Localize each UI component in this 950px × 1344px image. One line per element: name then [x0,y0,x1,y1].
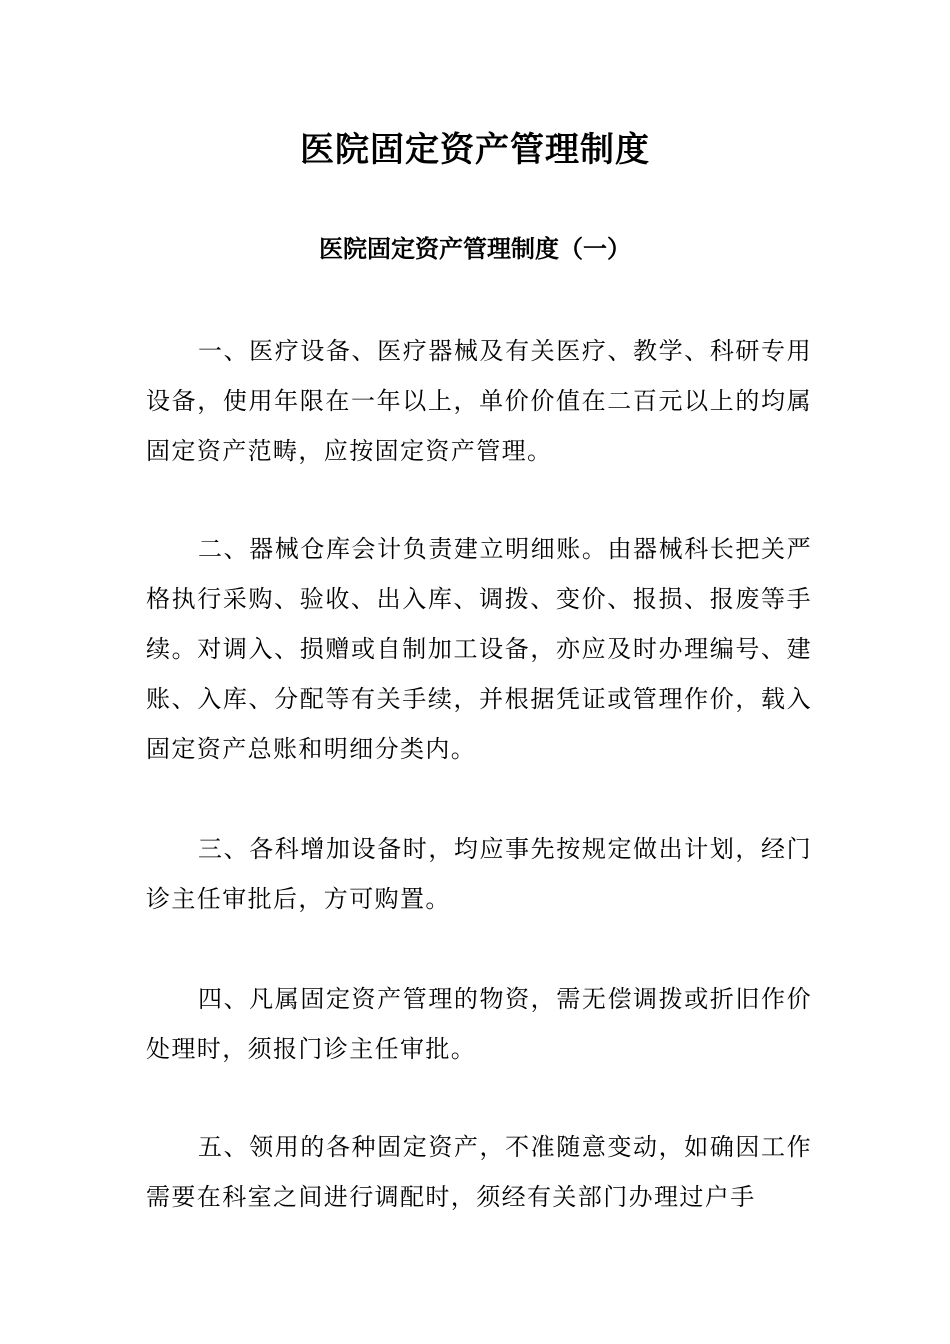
paragraph-4: 四、凡属固定资产管理的物资，需无偿调拨或折旧作价处理时，须报门诊主任审批。 [146,985,812,1063]
document-title: 医院固定资产管理制度 [300,130,650,170]
paragraph-3: 三、各科增加设备时，均应事先按规定做出计划，经门诊主任审批后，方可购置。 [146,835,812,913]
paragraph-2: 二、器械仓库会计负责建立明细账。由器械科长把关严格执行采购、验收、出入库、调拨、变价、报损、报废等手续。对调入、损赠或自制加工设备，亦应及时办理编号、建账、入库、分配等有关手续，并根据凭证或管理作价，载入固定资产总账和明细分类内。 [146,535,812,763]
document-subtitle: 医院固定资产管理制度（一） [319,234,631,263]
paragraph-5: 五、领用的各种固定资产，不准随意变动，如确因工作需要在科室之间进行调配时，须经有关部门办理过户手 [146,1133,812,1211]
paragraph-1: 一、医疗设备、医疗器械及有关医疗、教学、科研专用设备，使用年限在一年以上，单价价值在二百元以上的均属固定资产范畴，应按固定资产管理。 [146,337,812,465]
